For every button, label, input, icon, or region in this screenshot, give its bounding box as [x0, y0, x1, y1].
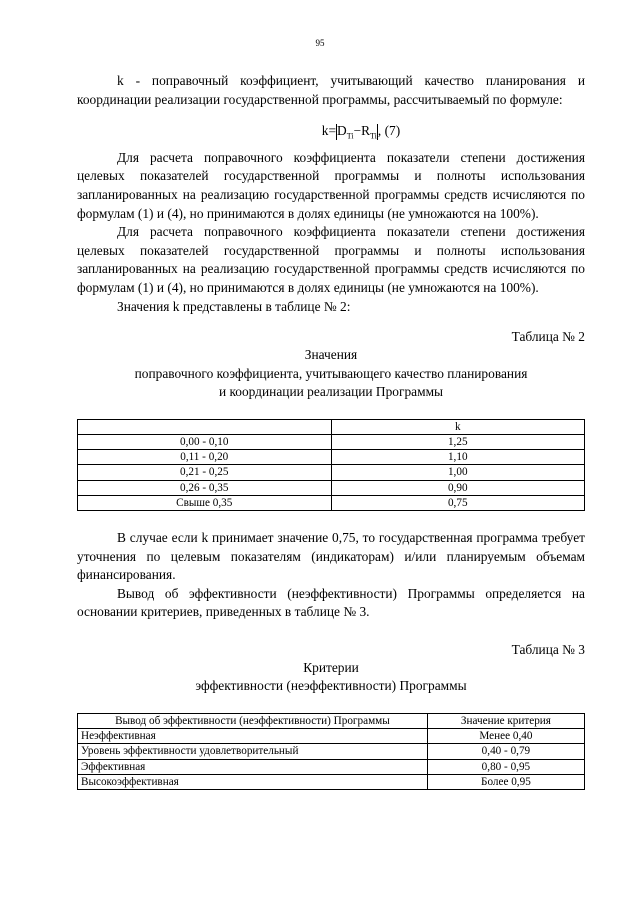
table-cell: 0,90 [331, 480, 585, 495]
paragraph-4: В случае если k принимает значение 0,75, то государственная программа требует уточнения по целевым показателям (индикаторам) и/или планируемым объемам финансирования. [77, 529, 585, 583]
table2-label: Таблица № 2 [511, 329, 585, 345]
paragraph-2: Для расчета поправочного коэффициента показатели степени достижения целевых показателей государственной программы и полноты использования запланированных на реализацию государственной программы средств исчисляются по формулам (1) и (4), но принимаются в долях единицы (не умножаются на 100%). [77, 224, 585, 296]
paragraph-5: Вывод об эффективности (неэффективности) Программы определяется на основании критериев, приведенных в таблице № 3. [77, 585, 585, 620]
table-header-row [78, 419, 585, 434]
table-header-row [78, 713, 585, 728]
table-row [78, 774, 585, 789]
table-cell: Более 0,95 [427, 774, 584, 789]
table-row [78, 729, 585, 744]
table-cell: Высокоэффективная [78, 774, 428, 789]
table-row [78, 450, 585, 465]
table-row [78, 495, 585, 510]
formula-r: R [361, 123, 371, 139]
formula-minus: − [353, 123, 362, 139]
table2-caption-3: и координации реализации Программы [218, 384, 444, 400]
table2-caption-1: Значения [304, 347, 358, 363]
table-row [78, 759, 585, 774]
page-content [77, 72, 585, 790]
table2-caption-2: поправочного коэффициента, учитывающего качество планирования [134, 365, 528, 381]
table-cell: 1,10 [331, 450, 585, 465]
table-cell: 1,00 [331, 465, 585, 480]
table-row [78, 465, 585, 480]
table-3 [77, 713, 585, 790]
table-cell: 0,75 [331, 495, 585, 510]
table3-label: Таблица № 3 [511, 641, 585, 657]
formula-d-sub: Ti [346, 131, 354, 141]
table-cell: Менее 0,40 [427, 729, 584, 744]
paragraph-1: Для расчета поправочного коэффициента показатели степени достижения целевых показателей государственной программы и полноты использования запланированных на реализацию государственной программы средств исчисляются по формулам (1) и (4), но принимаются в долях единицы (не умножаются на 100%). [77, 149, 585, 221]
table3-caption-1: Критерии [303, 659, 359, 675]
table-header-cell: Вывод об эффективности (неэффективности) Программы [78, 713, 428, 728]
table-header-cell: k [331, 419, 585, 434]
table3-caption-2: эффективности (неэффективности) Программы [195, 678, 467, 694]
table-row [78, 434, 585, 449]
table-cell: 1,25 [331, 434, 585, 449]
table-header-cell [78, 419, 332, 434]
paragraph-3: Значения k представлены в таблице № 2: [117, 298, 351, 314]
formula-number: , (7) [377, 123, 401, 139]
table-row [78, 480, 585, 495]
formula-7 [77, 121, 585, 147]
table-cell: Неэффективная [78, 729, 428, 744]
table-cell: 0,00 - 0,10 [78, 434, 332, 449]
table-cell: 0,40 - 0,79 [427, 744, 584, 759]
table-cell: Свыше 0,35 [78, 495, 332, 510]
table-cell: Эффективная [78, 759, 428, 774]
table-cell: 0,80 - 0,95 [427, 759, 584, 774]
page-number: 95 [315, 38, 325, 48]
table-2 [77, 419, 585, 511]
formula-lhs: k= [321, 123, 337, 139]
formula-r-sub: Ti [370, 131, 377, 141]
table-header-cell: Значение критерия [427, 713, 584, 728]
table-row [78, 744, 585, 759]
formula-d: D [337, 123, 347, 139]
table-cell: 0,26 - 0,35 [78, 480, 332, 495]
table-cell: 0,21 - 0,25 [78, 465, 332, 480]
table-cell: Уровень эффективности удовлетворительный [78, 744, 428, 759]
intro-paragraph: k - поправочный коэффициент, учитывающий качество планирования и координации реализации государственной программы, рассчитываемый по формуле: [77, 73, 585, 107]
table-cell: 0,11 - 0,20 [78, 450, 332, 465]
